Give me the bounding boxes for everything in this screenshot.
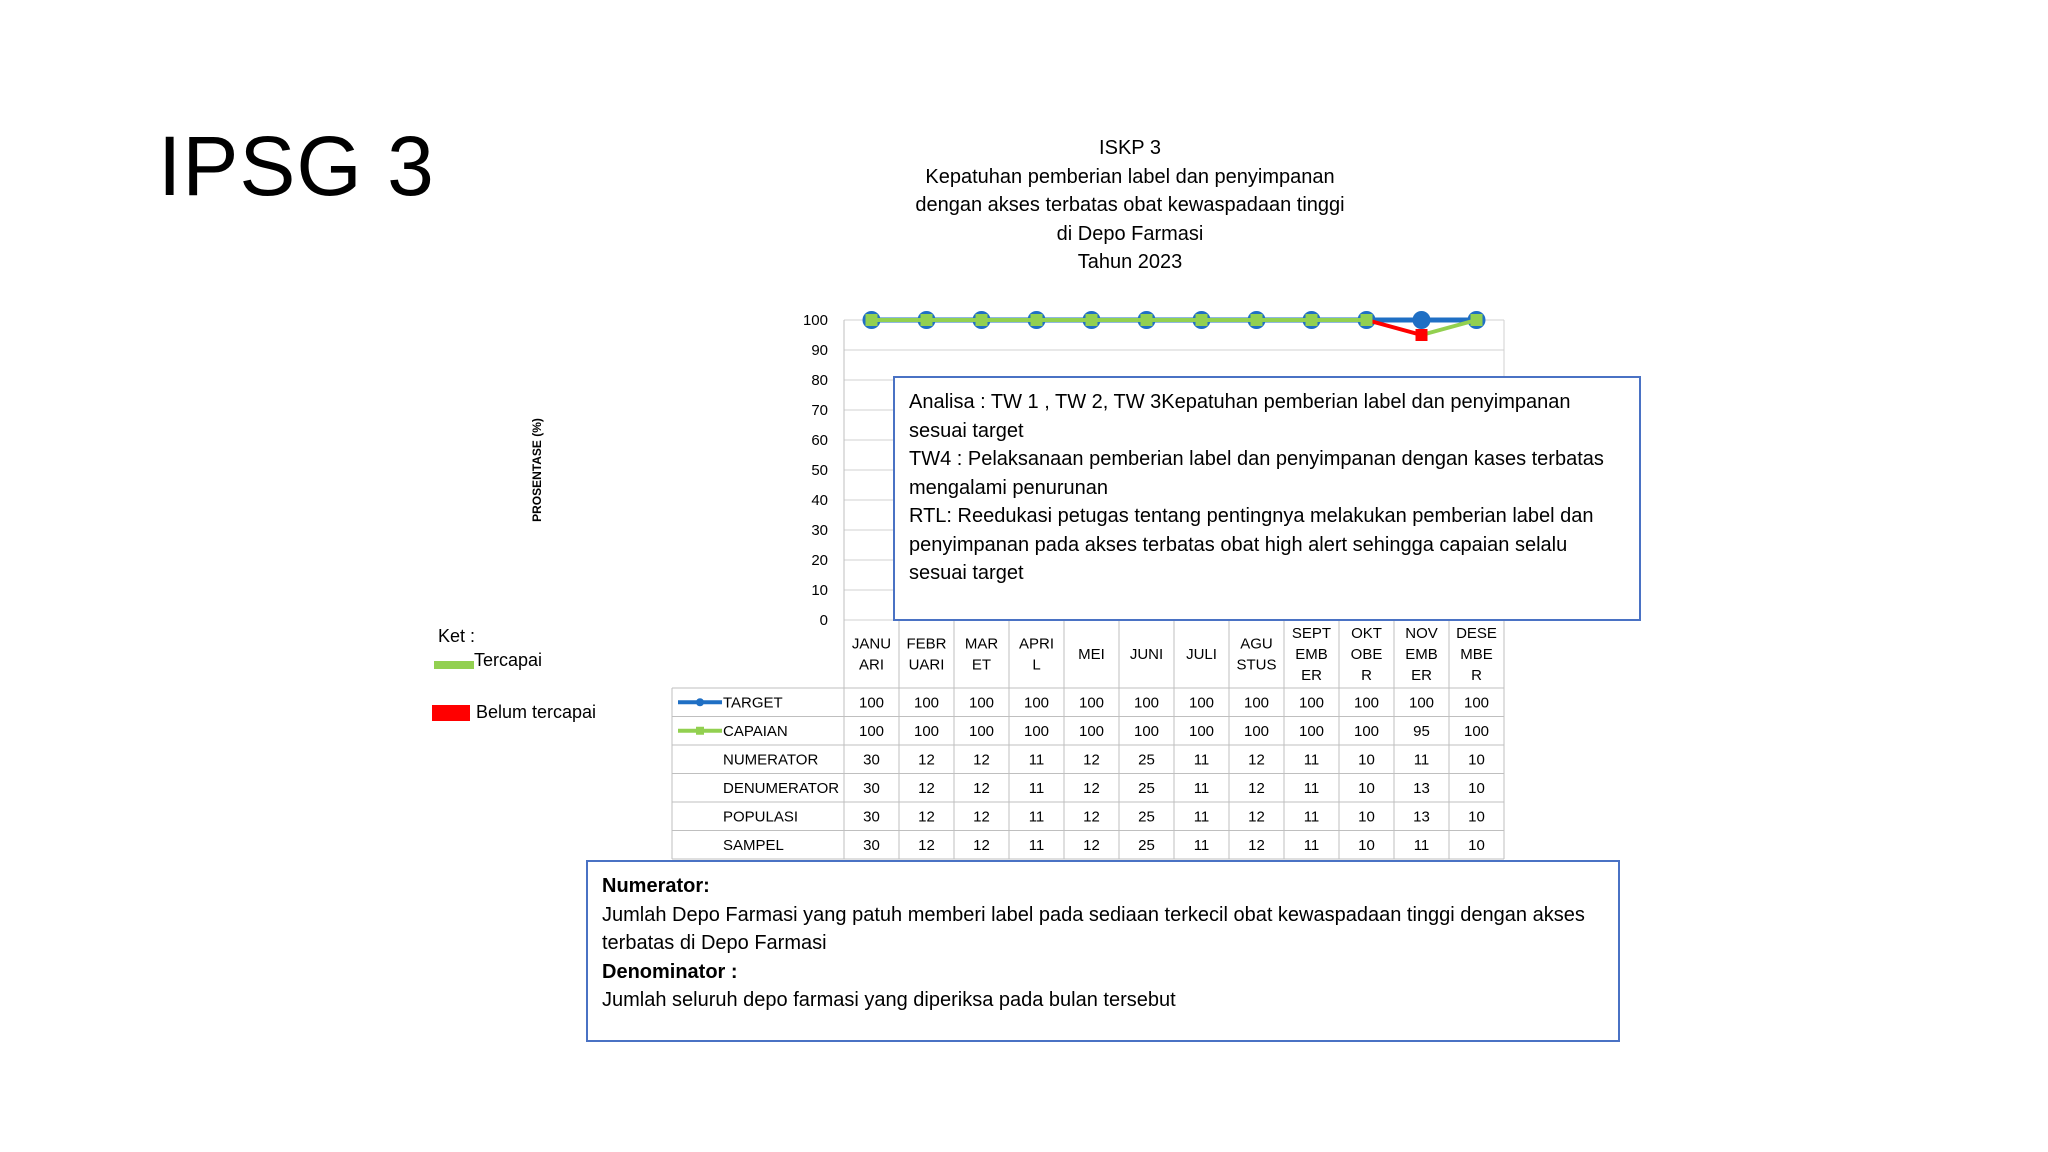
- table-cell: 100: [1243, 722, 1270, 740]
- legend-swatch-tercapai: [434, 661, 474, 669]
- y-tick-label: 0: [819, 612, 828, 629]
- x-tick-label: UARI: [908, 656, 945, 674]
- chart-title-line: ISKP 3: [1099, 137, 1161, 159]
- y-tick-label: 80: [811, 372, 828, 389]
- y-tick-label: 30: [811, 522, 828, 539]
- table-row-label: NUMERATOR: [723, 751, 819, 769]
- table-cell: 11: [1028, 808, 1045, 826]
- table-cell: 100: [1188, 694, 1215, 712]
- table-cell: 11: [1413, 836, 1430, 854]
- table-cell: 12: [973, 808, 990, 826]
- table-cell: 100: [1298, 694, 1325, 712]
- table-cell: 100: [1353, 722, 1380, 740]
- table-cell: 12: [1083, 808, 1100, 826]
- table-cell: 12: [1248, 836, 1265, 854]
- table-cell: 12: [918, 751, 935, 769]
- table-cell: 30: [863, 808, 880, 826]
- y-tick-label: 70: [811, 402, 828, 419]
- table-cell: 100: [1408, 694, 1435, 712]
- denominator-title: Denominator :: [602, 960, 738, 983]
- numerator-title: Numerator:: [602, 875, 710, 897]
- x-tick-label: FEBR: [906, 635, 947, 653]
- y-axis-label: PROSENTASE (%): [530, 418, 544, 522]
- legend-label-belum-tercapai: Belum tercapai: [476, 702, 597, 722]
- y-tick-label: 90: [811, 342, 828, 359]
- table-cell: 11: [1193, 836, 1210, 854]
- table-cell: 25: [1138, 836, 1155, 854]
- slide-title: IPSG 3: [158, 119, 435, 213]
- capaian-point: [1141, 314, 1153, 326]
- table-cell: 100: [1243, 694, 1270, 712]
- x-tick-label: ARI: [858, 656, 885, 674]
- y-tick-label: 100: [802, 312, 828, 329]
- table-cell: 11: [1303, 808, 1320, 826]
- table-row-label: CAPAIAN: [723, 722, 788, 740]
- table-cell: 100: [1078, 694, 1105, 712]
- x-tick-label: ET: [971, 656, 992, 674]
- chart-title-line: Tahun 2023: [1077, 251, 1183, 273]
- table-cell: 100: [1188, 722, 1215, 740]
- definition-box: [586, 860, 1620, 1042]
- capaian-point: [921, 314, 933, 326]
- table-cell: 100: [1298, 722, 1325, 740]
- x-tick-label: EMB: [1405, 646, 1438, 663]
- table-cell: 100: [858, 694, 885, 712]
- table-cell: 100: [968, 722, 995, 740]
- x-tick-label: ER: [1411, 667, 1432, 684]
- table-cell: 100: [1023, 694, 1050, 712]
- table-cell: 12: [973, 779, 990, 797]
- table-cell: 30: [863, 751, 880, 769]
- target-point: [1413, 311, 1431, 329]
- table-cell: 11: [1028, 779, 1045, 797]
- analysis-box: [893, 376, 1641, 621]
- y-tick-label: 60: [811, 432, 828, 449]
- y-tick-label: 50: [811, 462, 828, 479]
- table-row-label: TARGET: [723, 694, 783, 712]
- x-tick-label: NOV: [1405, 625, 1438, 642]
- table-cell: 100: [913, 722, 940, 740]
- table-cell: 10: [1468, 808, 1485, 826]
- x-tick-label: JANU: [851, 635, 892, 653]
- capaian-point: [1416, 329, 1428, 341]
- y-tick-label: 10: [811, 582, 828, 599]
- x-tick-label: OBE: [1350, 646, 1383, 663]
- x-tick-label: DESE: [1456, 625, 1497, 642]
- table-cell: 100: [1353, 694, 1380, 712]
- x-tick-label: STUS: [1236, 656, 1277, 674]
- table-cell: 11: [1303, 751, 1320, 769]
- x-tick-label: JUNI: [1129, 646, 1164, 663]
- table-cell: 11: [1303, 836, 1320, 854]
- table-row-label: POPULASI: [723, 808, 799, 826]
- table-cell: 100: [858, 722, 885, 740]
- x-tick-label: APRI: [1018, 635, 1055, 653]
- x-tick-label: OKT: [1351, 625, 1382, 642]
- table-key-capaian-marker: [696, 727, 704, 735]
- table-cell: 100: [1023, 722, 1050, 740]
- table-cell: 12: [918, 779, 935, 797]
- table-cell: 30: [863, 779, 880, 797]
- capaian-point: [1471, 314, 1483, 326]
- capaian-point: [1196, 314, 1208, 326]
- table-cell: 12: [973, 751, 990, 769]
- analysis-tw4: TW4 : Pelaksanaan pemberian label dan penyimpanan dengan kases terbatas mengalami penurunan: [909, 448, 1604, 499]
- table-cell: 13: [1413, 779, 1430, 797]
- chart-title-line: dengan akses terbatas obat kewaspadaan tinggi: [915, 194, 1345, 216]
- table-cell: 12: [1248, 779, 1265, 797]
- legend-title: Ket :: [438, 626, 476, 646]
- table-cell: 10: [1358, 808, 1375, 826]
- denominator-text: Jumlah seluruh depo farmasi yang diperiksa pada bulan tersebut: [602, 989, 1176, 1011]
- table-cell: 11: [1193, 779, 1210, 797]
- table-cell: 100: [1463, 694, 1490, 712]
- table-cell: 11: [1028, 751, 1045, 769]
- x-tick-label: EMB: [1295, 646, 1328, 663]
- y-tick-label: 40: [811, 492, 828, 509]
- chart-title-line: di Depo Farmasi: [1056, 222, 1204, 245]
- table-key-target-marker: [696, 698, 704, 706]
- table-cell: 10: [1358, 779, 1375, 797]
- y-tick-label: 20: [811, 552, 828, 569]
- table-cell: 13: [1413, 808, 1430, 826]
- capaian-point: [1361, 314, 1373, 326]
- table-cell: 25: [1138, 751, 1155, 769]
- x-tick-label: JULI: [1186, 646, 1217, 663]
- capaian-point: [1086, 314, 1098, 326]
- chart-title-line: Kepatuhan pemberian label dan penyimpanan: [925, 165, 1335, 188]
- table-row-label: DENUMERATOR: [723, 779, 840, 797]
- table-cell: 11: [1028, 836, 1045, 854]
- table-cell: 25: [1138, 779, 1155, 797]
- table-cell: 11: [1193, 808, 1210, 826]
- table-cell: 100: [1133, 722, 1160, 740]
- x-tick-label: R: [1471, 667, 1482, 684]
- x-tick-label: SEPT: [1291, 625, 1332, 642]
- legend-label-tercapai: Tercapai: [474, 650, 543, 670]
- table-cell: 12: [1083, 751, 1100, 769]
- capaian-point: [866, 314, 878, 326]
- table-cell: 12: [1248, 808, 1265, 826]
- table-cell: 100: [1133, 694, 1160, 712]
- capaian-point: [1306, 314, 1318, 326]
- x-tick-label: L: [1032, 656, 1041, 674]
- table-cell: 12: [973, 836, 990, 854]
- x-tick-label: MAR: [964, 635, 999, 653]
- x-tick-label: MEI: [1078, 646, 1105, 663]
- table-cell: 10: [1468, 836, 1485, 854]
- capaian-point: [1031, 314, 1043, 326]
- table-cell: 11: [1303, 779, 1320, 797]
- table-cell: 11: [1413, 751, 1430, 769]
- table-cell: 95: [1413, 722, 1430, 740]
- table-cell: 30: [863, 836, 880, 854]
- x-tick-label: R: [1361, 667, 1372, 684]
- table-cell: 11: [1193, 751, 1210, 769]
- capaian-point: [1251, 314, 1263, 326]
- table-cell: 10: [1358, 836, 1375, 854]
- table-cell: 10: [1358, 751, 1375, 769]
- x-tick-label: MBE: [1460, 646, 1493, 663]
- numerator-text: Jumlah Depo Farmasi yang patuh memberi label pada sediaan terkecil obat kewaspadaan tinggi dengan akses terbatas di Depo Farmasi: [602, 903, 1585, 954]
- table-cell: 100: [913, 694, 940, 712]
- table-cell: 10: [1468, 779, 1485, 797]
- x-tick-label: AGU: [1240, 635, 1273, 653]
- analysis-tw123: Analisa : TW 1 , TW 2, TW 3Kepatuhan pemberian label dan penyimpanan sesuai target: [909, 391, 1571, 442]
- legend-swatch-belum-tercapai: [432, 705, 470, 721]
- table-row-label: SAMPEL: [723, 836, 784, 854]
- capaian-point: [976, 314, 988, 326]
- legend-item-belum-tercapai: [432, 702, 596, 723]
- table-cell: 12: [1083, 836, 1100, 854]
- table-cell: 100: [968, 694, 995, 712]
- table-cell: 100: [1463, 722, 1490, 740]
- table-cell: 12: [918, 808, 935, 826]
- x-tick-label: ER: [1301, 667, 1322, 684]
- table-cell: 12: [1248, 751, 1265, 769]
- table-cell: 100: [1078, 722, 1105, 740]
- table-cell: 25: [1138, 808, 1155, 826]
- legend-item-tercapai: [434, 650, 542, 671]
- table-cell: 10: [1468, 751, 1485, 769]
- table-cell: 12: [1083, 779, 1100, 797]
- table-cell: 12: [918, 836, 935, 854]
- analysis-rtl: RTL: Reedukasi petugas tentang pentingnya melakukan pemberian label dan penyimpanan pada akses terbatas obat high alert sehingga capaian selalu sesuai target: [909, 505, 1594, 584]
